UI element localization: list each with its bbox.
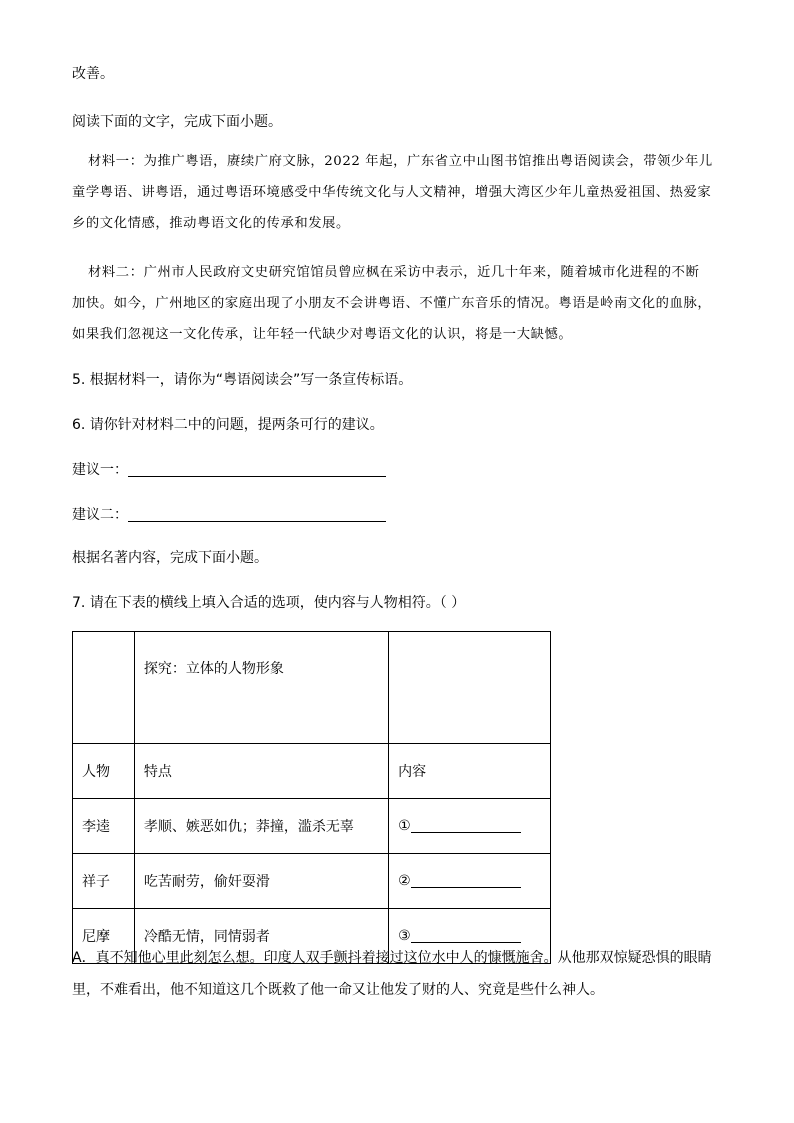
col-header-content: 内容: [389, 744, 551, 799]
material-one-line: 乡的文化情感，推动粤语文化的传承和发展。: [72, 216, 350, 231]
content-cell: [389, 854, 551, 909]
text-fragment: 改善。: [72, 66, 114, 82]
suggestion-two-label: 建议二：: [72, 507, 128, 523]
question-6: 6. 请你针对材料二中的问题，提两条可行的建议。: [72, 417, 384, 433]
material-one: [72, 146, 724, 239]
question-7: 7. 请在下表的横线上填入合适的选项，使内容与人物相符。（ ）: [72, 595, 466, 611]
option-a: [72, 942, 732, 1006]
suggestion-one-blank[interactable]: [128, 462, 386, 477]
books-instruction: 根据名著内容，完成下面小题。: [72, 550, 268, 566]
content-blank[interactable]: [411, 928, 521, 943]
col-header-traits: 特点: [134, 744, 388, 799]
person-cell: 李逵: [73, 799, 135, 854]
person-cell: 祥子: [73, 854, 135, 909]
material-two: [72, 257, 724, 350]
table-row: [73, 854, 551, 909]
blank-marker: ③: [398, 928, 411, 944]
person-cell: 尼摩: [73, 909, 135, 964]
character-table: [72, 631, 551, 964]
material-two-line: 如果我们忽视这一文化传承，让年轻一代缺少对粤语文化的认识，将是一大缺憾。: [72, 327, 573, 342]
table-header-row: [73, 632, 551, 744]
traits-cell: 冷酷无情，同情弱者: [134, 909, 388, 964]
blank-marker: ①: [398, 818, 411, 834]
table-row: [73, 799, 551, 854]
material-two-line: 加快。如今，广州地区的家庭出现了小朋友不会讲粤语、不懂广东音乐的情况。粤语是岭南文化的血脉，: [72, 296, 712, 311]
col-header-person: 人物: [73, 744, 135, 799]
content-cell: [389, 799, 551, 854]
material-two-line: 材料二：广州市人民政府文史研究馆馆员曾应枫在采访中表示，近几十年来，随着城市化进程的不断: [88, 265, 700, 280]
traits-cell: 吃苦耐劳，偷奸耍滑: [134, 854, 388, 909]
table-cell-empty: [389, 632, 551, 744]
suggestion-one-label: 建议一：: [72, 462, 128, 478]
blank-marker: ②: [398, 873, 411, 889]
table-title: 探究：立体的人物形象: [134, 632, 388, 744]
content-blank[interactable]: [411, 873, 521, 888]
question-5: 5. 根据材料一，请你为“粤语阅读会”写一条宣传标语。: [72, 372, 413, 388]
table-cell-empty: [73, 632, 135, 744]
material-one-line: 材料一：为推广粤语，赓续广府文脉，2022 年起，广东省立中山图书馆推出粤语阅读会，带领少年儿: [88, 154, 713, 169]
table-column-header-row: [73, 744, 551, 799]
content-blank[interactable]: [411, 818, 521, 833]
material-one-line: 童学粤语、讲粤语，通过粤语环境感受中华传统文化与人文精神，增强大湾区少年儿童热爱祖国、热爱家: [72, 185, 712, 200]
suggestion-two: [72, 505, 386, 525]
option-a-line: A．真不知他心里此刻怎么想。印度人双手颤抖着接过这位水中人的慷慨施舍。从他那双惊疑恐惧的眼睛: [72, 950, 712, 966]
option-a-line: 里，不难看出，他不知道这几个既救了他一命又让他发了财的人、究竟是些什么神人。: [72, 982, 604, 998]
traits-cell: 孝顺、嫉恶如仇；莽撞，滥杀无辜: [134, 799, 388, 854]
reading-instruction: 阅读下面的文字，完成下面小题。: [72, 114, 282, 130]
suggestion-one: [72, 460, 386, 480]
suggestion-two-blank[interactable]: [128, 507, 386, 522]
